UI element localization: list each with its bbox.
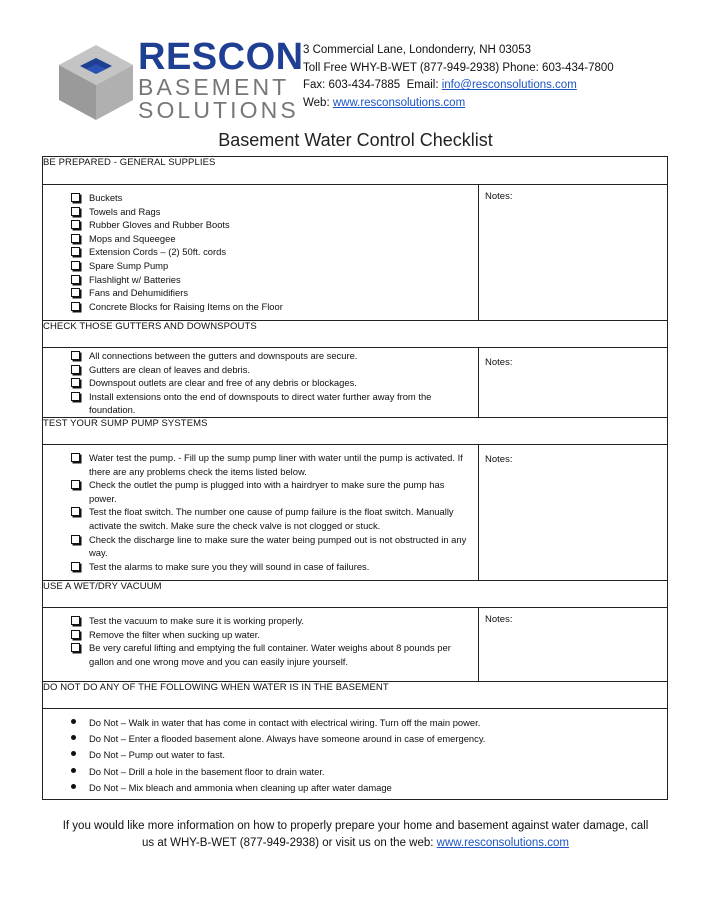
item-text: Remove the filter when sucking up water. xyxy=(89,628,260,640)
section-body-gutters xyxy=(43,348,668,418)
item-text: Do Not – Enter a flooded basement alone. Always have someone around in case of emergency. xyxy=(89,733,486,745)
item-text: Rubber Gloves and Rubber Boots xyxy=(89,219,230,231)
checklist-item xyxy=(71,376,472,390)
checkbox-icon[interactable] xyxy=(71,365,80,374)
checkbox-icon[interactable] xyxy=(71,275,80,284)
section-header-general-supplies xyxy=(43,157,668,185)
section-header-wet-dry-vacuum xyxy=(43,581,668,608)
bullet-icon xyxy=(71,768,76,773)
items-cell xyxy=(43,348,479,418)
bullet-icon xyxy=(71,735,76,740)
item-text: Spare Sump Pump xyxy=(89,259,169,271)
section-body-general-supplies xyxy=(43,185,668,321)
item-text: Extension Cords – (2) 50ft. cords xyxy=(89,246,227,258)
bullet-icon xyxy=(71,784,76,789)
logo-wordmark-rescon: RESCON xyxy=(138,36,304,78)
item-text: Fans and Dehumidifiers xyxy=(89,287,189,299)
checkbox-icon[interactable] xyxy=(71,378,80,387)
bullet-icon xyxy=(71,719,76,724)
checklist-item xyxy=(71,300,472,314)
notes-label: Notes: xyxy=(485,454,513,465)
section-heading: DO NOT DO ANY OF THE FOLLOWING WHEN WATER IS IN THE BASEMENT xyxy=(43,682,668,709)
checklist-item xyxy=(71,363,472,377)
notes-label: Notes: xyxy=(485,191,513,202)
item-text: Do Not – Walk in water that has come in contact with electrical wiring. Turn off the main power. xyxy=(89,717,481,728)
checklist-item xyxy=(71,273,472,287)
notes-cell[interactable] xyxy=(479,608,668,682)
item-text: Water test the pump. - Fill up the sump pump liner with water until the pump is activated. If there are any problems check the items listed below. xyxy=(89,452,463,477)
section-heading: TEST YOUR SUMP PUMP SYSTEMS xyxy=(43,418,668,445)
list-item xyxy=(71,764,661,780)
checklist-items xyxy=(43,348,478,417)
item-text: Check the discharge line to make sure the water being pumped out is not obstructed in any way. xyxy=(89,533,467,559)
item-text: Towels and Rags xyxy=(89,205,161,217)
bullet-icon xyxy=(71,751,76,756)
checklist-item xyxy=(71,218,472,232)
checklist-item xyxy=(71,505,472,532)
checkbox-icon[interactable] xyxy=(71,392,80,401)
checkbox-icon[interactable] xyxy=(71,351,80,360)
checklist-items xyxy=(43,608,478,668)
checkbox-icon[interactable] xyxy=(71,453,80,462)
checkbox-icon[interactable] xyxy=(71,480,80,489)
section-heading: BE PREPARED - GENERAL SUPPLIES xyxy=(43,157,668,185)
checkbox-icon[interactable] xyxy=(71,616,80,625)
contact-web-label: Web: xyxy=(303,97,330,110)
item-text: Test the alarms to make sure you they will sound in case of failures. xyxy=(89,560,370,572)
item-text: All connections between the gutters and downspouts are secure. xyxy=(89,350,358,361)
section-body-do-not xyxy=(43,709,668,800)
items-cell xyxy=(43,185,479,321)
contact-web xyxy=(303,95,614,113)
item-text: Do Not – Mix bleach and ammonia when cleaning up after water damage xyxy=(89,781,392,793)
notes-cell[interactable] xyxy=(479,185,668,321)
contact-address: 3 Commercial Lane, Londonderry, NH 03053 xyxy=(303,44,531,56)
footer-text xyxy=(0,818,711,852)
notes-label: Notes: xyxy=(485,614,513,625)
checkbox-icon[interactable] xyxy=(71,630,80,639)
checkbox-icon[interactable] xyxy=(71,261,80,270)
section-header-sump-pump xyxy=(43,418,668,445)
checklist-item xyxy=(71,232,472,246)
item-text: Do Not – Pump out water to fast. xyxy=(89,749,226,761)
items-cell xyxy=(43,709,668,800)
list-item xyxy=(71,731,661,747)
footer-line-2-text: us at WHY-B-WET (877-949-2938) or visit us on the web: xyxy=(142,837,434,849)
item-text: Gutters are clean of leaves and debris. xyxy=(89,363,251,375)
contact-fax: Fax: 603-434-7885 xyxy=(303,79,401,92)
item-text: Check the outlet the pump is plugged into with a hairdryer to make sure the pump has power. xyxy=(89,479,445,504)
notes-label: Notes: xyxy=(485,357,513,368)
items-cell xyxy=(43,608,479,682)
checkbox-icon[interactable] xyxy=(71,247,80,256)
checkbox-icon[interactable] xyxy=(71,234,80,243)
notes-cell[interactable] xyxy=(479,445,668,581)
checklist-item xyxy=(71,560,472,574)
checkbox-icon[interactable] xyxy=(71,535,80,544)
section-header-do-not xyxy=(43,682,668,709)
checklist-item xyxy=(71,205,472,219)
checklist-item xyxy=(71,390,472,417)
checkbox-icon[interactable] xyxy=(71,220,80,229)
section-body-wet-dry-vacuum xyxy=(43,608,668,682)
checklist-item xyxy=(71,533,472,560)
logo-wordmark-solutions: SOLUTIONS xyxy=(138,97,299,123)
checklist-items xyxy=(43,445,478,573)
section-header-gutters xyxy=(43,321,668,348)
checklist-item xyxy=(71,478,472,505)
checklist-item xyxy=(71,628,472,642)
item-text: Mops and Squeegee xyxy=(89,232,176,244)
email-link[interactable]: info@resconsolutions.com xyxy=(441,79,577,92)
checkbox-icon[interactable] xyxy=(71,562,80,571)
contact-fax-email xyxy=(303,77,614,95)
checklist-item xyxy=(71,191,472,205)
footer-line-1: If you would like more information on how to properly prepare your home and basement against water damage, call xyxy=(62,820,649,832)
checkbox-icon[interactable] xyxy=(71,643,80,652)
checklist-item xyxy=(71,614,472,628)
logo-wordmark-basement: BASEMENT xyxy=(138,74,290,100)
contact-block xyxy=(303,42,614,113)
item-text: Concrete Blocks for Raising Items on the Floor xyxy=(89,300,283,312)
list-item xyxy=(71,715,661,731)
section-heading: CHECK THOSE GUTTERS AND DOWNSPOUTS xyxy=(43,321,668,348)
checkbox-icon[interactable] xyxy=(71,288,80,297)
item-text: Buckets xyxy=(89,192,123,203)
section-heading: USE A WET/DRY VACUUM xyxy=(43,581,668,608)
item-text: Be very careful lifting and emptying the full container. Water weighs about 8 pounds per gallon and one wrong move and you can easily injure yourself. xyxy=(89,642,451,667)
checklist-item xyxy=(71,349,472,363)
page-title: Basement Water Control Checklist xyxy=(218,130,493,150)
item-text: Downspout outlets are clear and free of any debris or blockages. xyxy=(89,377,357,389)
contact-tollfree: Toll Free WHY-B-WET (877-949-2938) Phone: 603-434-7800 xyxy=(303,61,614,74)
section-body-sump-pump xyxy=(43,445,668,581)
footer-line-2 xyxy=(0,835,711,852)
checklist-item xyxy=(71,245,472,259)
website-link[interactable]: www.resconsolutions.com xyxy=(332,97,466,110)
item-text: Do Not – Drill a hole in the basement floor to drain water. xyxy=(89,765,325,777)
checklist-item xyxy=(71,286,472,300)
checkbox-icon[interactable] xyxy=(71,302,80,311)
checklist-item xyxy=(71,641,472,668)
item-text: Test the float switch. The number one cause of pump failure is the float switch. Manually activate the switch. Make sure the check valve is not clogged or stuck. xyxy=(89,506,454,531)
checklist-item xyxy=(71,259,472,273)
checklist-item xyxy=(71,451,472,478)
do-not-list xyxy=(43,709,667,796)
item-text: Flashlight w/ Batteries xyxy=(89,273,181,285)
notes-cell[interactable] xyxy=(479,348,668,418)
list-item xyxy=(71,780,661,796)
rescon-cube-logo-icon xyxy=(57,43,135,121)
list-item xyxy=(71,747,661,763)
checkbox-icon[interactable] xyxy=(71,507,80,516)
footer-website-link[interactable]: www.resconsolutions.com xyxy=(436,837,569,849)
item-text: Test the vacuum to make sure it is working properly. xyxy=(89,615,305,626)
item-text: Install extensions onto the end of downspouts to direct water further away from the foundation. xyxy=(89,390,432,416)
checkbox-icon[interactable] xyxy=(71,193,80,202)
items-cell xyxy=(43,445,479,581)
checklist-table xyxy=(42,156,668,800)
checklist-items xyxy=(43,185,478,313)
contact-email-label: Email: xyxy=(406,79,439,92)
checkbox-icon[interactable] xyxy=(71,207,80,216)
